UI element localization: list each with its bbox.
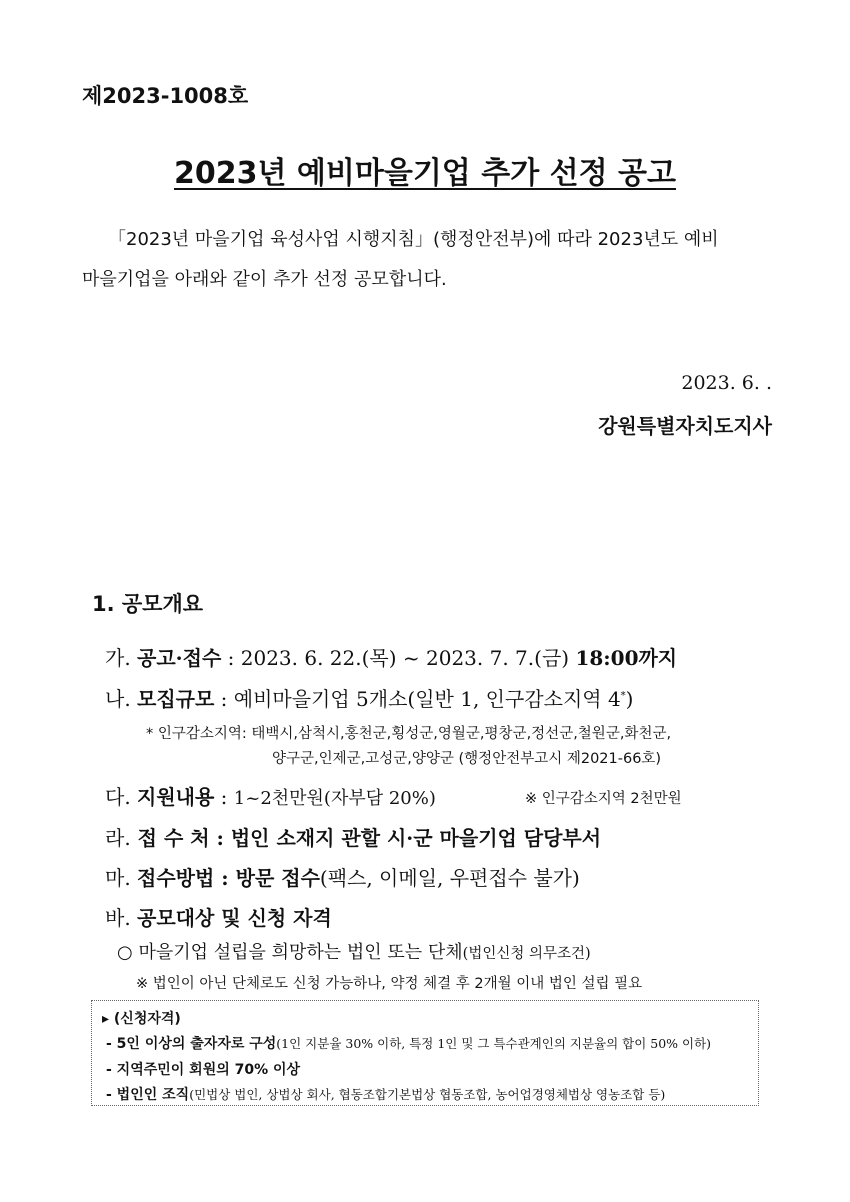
announcement-date: 2023. 6. . [681, 372, 772, 394]
requirement-title: - 지역주민이 회원의 70% 이상 [106, 1062, 301, 1078]
item-value: (팩스, 이메일, 우편접수 불가) [319, 866, 580, 890]
requirement-row [106, 1059, 300, 1079]
item-marker: 나. [105, 687, 131, 711]
item-separator: : [221, 646, 241, 670]
item-ba [105, 902, 332, 931]
item-da [105, 781, 436, 810]
item-ra [105, 822, 601, 851]
item-label: 접 수 처 [137, 826, 210, 850]
item-value-end: ) [625, 687, 634, 711]
item-separator: : [209, 826, 231, 850]
bullet-text: 마을기업 설립을 희망하는 법인 또는 단체 [138, 942, 463, 963]
note-region-list-1: * 인구감소지역: 태백시,삼척시,홍천군,횡성군,영월군,평창군,정선군,철원군,화천군, [146, 726, 672, 742]
item-value: 예비마을기업 5개소(일반 1, 인구감소지역 4 [233, 687, 621, 711]
bullet-condition: (법인신청 의무조건) [462, 946, 591, 962]
requirement-title: - 법인인 조직 [106, 1087, 190, 1103]
item-label: 지원내용 [137, 785, 215, 809]
requirements-heading: ▸ (신청자격) [102, 1011, 181, 1027]
item-value: 1~2천만원(자부담 20%) [233, 788, 436, 809]
requirement-row [106, 1084, 665, 1104]
item-ga [105, 642, 677, 671]
bullet-circle-icon: ○ [117, 942, 133, 963]
item-value-method: 방문 접수 [235, 866, 320, 890]
eligibility-bullet [117, 938, 591, 964]
item-label: 공모대상 및 신청 자격 [137, 906, 332, 930]
item-label: 모집규모 [137, 687, 215, 711]
item-value-deadline: 18:00까지 [575, 646, 678, 670]
item-marker: 라. [105, 826, 131, 850]
item-marker: 가. [105, 646, 131, 670]
item-marker: 바. [105, 906, 131, 930]
note-region-list-2: 양구군,인제군,고성군,양양군 (행정안전부고시 제2021-66호) [272, 751, 662, 767]
item-na [105, 683, 633, 712]
item-value: 2023. 6. 22.(목) ~ 2023. 7. 7.(금) [240, 646, 576, 670]
item-value: 법인 소재지 관할 시·군 마을기업 담당부서 [230, 826, 602, 850]
issuer-name: 강원특별자치도지사 [598, 414, 772, 438]
item-ma [105, 862, 580, 891]
intro-line-2: 마을기업을 아래와 같이 추가 선정 공모합니다. [82, 269, 447, 290]
note-entity-type: ※ 법인이 아닌 단체로도 신청 가능하나, 약정 체결 후 2개월 이내 법인 설립 필요 [136, 976, 643, 992]
requirement-detail: (1인 지분율 30% 이하, 특정 1인 및 그 특수관계인의 지분율의 합이 50% 이하) [276, 1036, 712, 1051]
note-support-amount: ※ 인구감소지역 2천만원 [525, 791, 682, 807]
section-heading: 1. 공모개요 [92, 592, 204, 616]
item-label: 공고·접수 [137, 646, 222, 670]
item-marker: 마. [105, 866, 131, 890]
item-marker: 다. [105, 785, 131, 809]
item-label: 접수방법 [137, 866, 215, 890]
item-separator: : [214, 785, 234, 809]
document-title-text: 2023년 예비마을기업 추가 선정 공고 [173, 156, 676, 191]
item-separator: : [214, 687, 234, 711]
requirement-row [106, 1033, 711, 1053]
intro-line-1: 「2023년 마을기업 육성사업 시행지침」(행정안전부)에 따라 2023년도 예비 [108, 229, 719, 250]
document-title [0, 148, 850, 192]
item-footnote-mark: * [620, 690, 626, 702]
requirement-title: - 5인 이상의 출자자로 구성 [106, 1036, 277, 1052]
requirement-detail: (민법상 법인, 상법상 회사, 협동조합기본법상 협동조합, 농어업경영체법상 영농조합 등) [189, 1087, 666, 1102]
document-number: 제2023-1008호 [82, 84, 249, 108]
item-separator: : [214, 866, 236, 890]
